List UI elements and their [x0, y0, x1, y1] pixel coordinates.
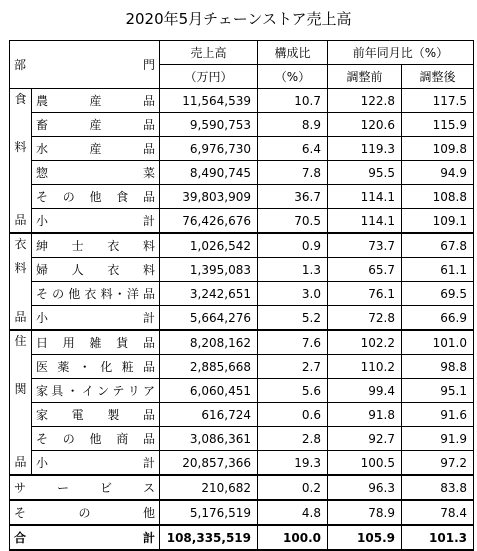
share-value: 3.0	[258, 282, 328, 306]
table-row	[10, 258, 474, 282]
share-value: 4.8	[258, 500, 328, 525]
dept-header	[10, 41, 160, 89]
sales-value: 5,664,276	[160, 306, 258, 331]
adjusted-after-value: 91.6	[402, 403, 474, 427]
share-value: 100.0	[258, 525, 328, 550]
share-value: 0.6	[258, 403, 328, 427]
adjusted-before-value: 96.3	[328, 475, 402, 500]
subtotal-label-part-1: 計	[142, 455, 155, 470]
adjusted-before-value: 100.5	[328, 451, 402, 476]
share-value: 36.7	[258, 185, 328, 209]
sales-value: 8,490,745	[160, 161, 258, 185]
adjusted-before-value: 92.7	[328, 427, 402, 451]
yoy-header: 前年同月比（%）	[328, 41, 474, 65]
other-label-part-0: そ	[14, 505, 27, 520]
category-label	[10, 113, 32, 137]
adjusted-before-value: 122.8	[328, 89, 402, 113]
total-label-part-1: 計	[142, 530, 155, 545]
adjusted-after-value: 109.1	[402, 209, 474, 234]
adjusted-after-value: 61.1	[402, 258, 474, 282]
subtotal-label	[32, 451, 160, 476]
adjusted-after-value: 83.8	[402, 475, 474, 500]
adjusted-before-value: 99.4	[328, 379, 402, 403]
subtotal-row	[10, 306, 474, 331]
table-row	[10, 379, 474, 403]
item-name: 紳 士 衣 料	[32, 233, 160, 258]
adjusted-before-value: 73.7	[328, 233, 402, 258]
share-value: 7.8	[258, 161, 328, 185]
share-value: 8.9	[258, 113, 328, 137]
adjusted-after-value: 69.5	[402, 282, 474, 306]
category-label	[10, 161, 32, 185]
share-value: 0.2	[258, 475, 328, 500]
adjusted-before-value: 114.1	[328, 209, 402, 234]
other-label-part-1: の	[78, 505, 91, 520]
table-row	[10, 282, 474, 306]
adjusted-before-value: 105.9	[328, 525, 402, 550]
adjusted-after-value: 117.5	[402, 89, 474, 113]
adjusted-before-value: 76.1	[328, 282, 402, 306]
subtotal-label	[32, 209, 160, 234]
adjusted-after-value: 94.9	[402, 161, 474, 185]
adjusted-before-value: 102.2	[328, 330, 402, 355]
table-row	[10, 330, 474, 355]
item-name: 農 産 品	[32, 89, 160, 113]
adjusted-after-value: 98.8	[402, 355, 474, 379]
sales-value: 20,857,366	[160, 451, 258, 476]
adjusted-before-value: 119.3	[328, 137, 402, 161]
item-name: 日 用 雑 貨 品	[32, 330, 160, 355]
table-row	[10, 161, 474, 185]
sales-table	[9, 40, 474, 551]
subtotal-label-part-0: 小	[36, 310, 49, 325]
share-value: 7.6	[258, 330, 328, 355]
share-value: 10.7	[258, 89, 328, 113]
item-name: 惣 菜	[32, 161, 160, 185]
category-label: 住	[10, 330, 32, 355]
adjusted-before-value: 72.8	[328, 306, 402, 331]
service-row	[10, 475, 474, 500]
table-row	[10, 355, 474, 379]
adjusted-after-header: 調整後	[402, 65, 474, 89]
adjusted-after-value: 101.0	[402, 330, 474, 355]
item-name: そ の 他 食 品	[32, 185, 160, 209]
sales-value: 3,086,361	[160, 427, 258, 451]
sales-value: 39,803,909	[160, 185, 258, 209]
category-label	[10, 403, 32, 427]
category-label-bottom: 品	[10, 451, 32, 476]
item-name: 畜 産 品	[32, 113, 160, 137]
adjusted-before-value: 95.5	[328, 161, 402, 185]
adjusted-before-value: 120.6	[328, 113, 402, 137]
subtotal-label-part-1: 計	[142, 310, 155, 325]
total-label	[10, 525, 160, 550]
sales-value: 9,590,753	[160, 113, 258, 137]
sales-value: 3,242,651	[160, 282, 258, 306]
category-label	[10, 355, 32, 379]
total-row	[10, 525, 474, 550]
adjusted-after-value: 66.9	[402, 306, 474, 331]
item-name: 家具・インテリア	[32, 379, 160, 403]
item-name: 婦 人 衣 料	[32, 258, 160, 282]
subtotal-label-part-1: 計	[142, 213, 155, 228]
subtotal-row	[10, 209, 474, 234]
sales-value: 108,335,519	[160, 525, 258, 550]
share-value: 2.7	[258, 355, 328, 379]
share-value: 5.2	[258, 306, 328, 331]
item-name: そ の 他 商 品	[32, 427, 160, 451]
sales-unit: （万円）	[160, 65, 258, 89]
total-label-part-0: 合	[14, 530, 27, 545]
table-row	[10, 403, 474, 427]
dept-header-right: 門	[142, 57, 155, 72]
subtotal-label-part-0: 小	[36, 213, 49, 228]
item-name: その他衣料･洋品	[32, 282, 160, 306]
sales-value: 210,682	[160, 475, 258, 500]
subtotal-label	[32, 306, 160, 331]
table-body	[10, 89, 474, 551]
sales-value: 2,885,668	[160, 355, 258, 379]
adjusted-after-value: 97.2	[402, 451, 474, 476]
share-value: 2.8	[258, 427, 328, 451]
adjusted-before-header: 調整前	[328, 65, 402, 89]
sales-value: 76,426,676	[160, 209, 258, 234]
other-label	[10, 500, 160, 525]
adjusted-before-value: 65.7	[328, 258, 402, 282]
adjusted-before-value: 78.9	[328, 500, 402, 525]
item-name: 家 電 製 品	[32, 403, 160, 427]
adjusted-before-value: 110.2	[328, 355, 402, 379]
category-label: 衣	[10, 233, 32, 258]
share-value: 5.6	[258, 379, 328, 403]
dept-header-left: 部	[14, 57, 27, 72]
share-unit: （%）	[258, 65, 328, 89]
category-label: 食	[10, 89, 32, 113]
share-value: 1.3	[258, 258, 328, 282]
adjusted-after-value: 67.8	[402, 233, 474, 258]
adjusted-before-value: 91.8	[328, 403, 402, 427]
page-title: 2020年5月チェーンストア売上高	[125, 10, 352, 28]
category-label	[10, 282, 32, 306]
sales-value: 1,026,542	[160, 233, 258, 258]
category-label: 料	[10, 258, 32, 282]
sales-value: 11,564,539	[160, 89, 258, 113]
table-row	[10, 233, 474, 258]
sales-value: 6,060,451	[160, 379, 258, 403]
share-header: 構成比	[258, 41, 328, 65]
adjusted-after-value: 95.1	[402, 379, 474, 403]
adjusted-after-value: 101.3	[402, 525, 474, 550]
sales-value: 616,724	[160, 403, 258, 427]
sales-header: 売上高	[160, 41, 258, 65]
adjusted-after-value: 108.8	[402, 185, 474, 209]
adjusted-after-value: 109.8	[402, 137, 474, 161]
table-row	[10, 427, 474, 451]
table-row	[10, 89, 474, 113]
category-label-bottom: 品	[10, 306, 32, 331]
sales-value: 8,208,162	[160, 330, 258, 355]
item-name: 医 薬 ・ 化 粧 品	[32, 355, 160, 379]
category-label: 料	[10, 137, 32, 161]
adjusted-after-value: 115.9	[402, 113, 474, 137]
sales-value: 6,976,730	[160, 137, 258, 161]
sales-value: 5,176,519	[160, 500, 258, 525]
category-label-bottom: 品	[10, 209, 32, 234]
category-label: 関	[10, 379, 32, 403]
service-label: サ ー ビ ス	[10, 475, 160, 500]
share-value: 70.5	[258, 209, 328, 234]
category-label	[10, 185, 32, 209]
share-value: 19.3	[258, 451, 328, 476]
subtotal-row	[10, 451, 474, 476]
other-label-part-2: 他	[142, 505, 155, 520]
table-row	[10, 185, 474, 209]
adjusted-after-value: 91.9	[402, 427, 474, 451]
item-name: 水 産 品	[32, 137, 160, 161]
share-value: 0.9	[258, 233, 328, 258]
other-row	[10, 500, 474, 525]
adjusted-before-value: 114.1	[328, 185, 402, 209]
subtotal-label-part-0: 小	[36, 455, 49, 470]
table-row	[10, 113, 474, 137]
sales-value: 1,395,083	[160, 258, 258, 282]
share-value: 6.4	[258, 137, 328, 161]
adjusted-after-value: 78.4	[402, 500, 474, 525]
category-label	[10, 427, 32, 451]
table-row	[10, 137, 474, 161]
